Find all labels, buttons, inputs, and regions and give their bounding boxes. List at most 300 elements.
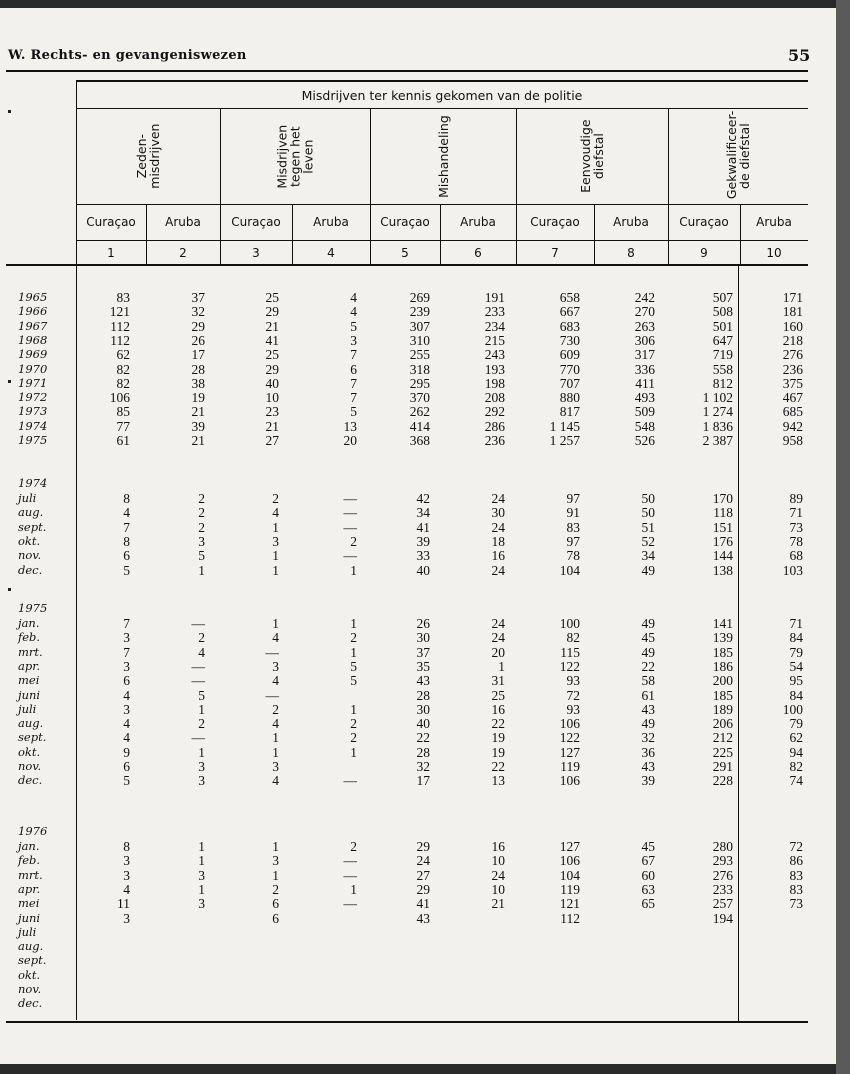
page-number: 55 bbox=[788, 46, 811, 65]
table-cell: 306 bbox=[634, 332, 655, 348]
table-cell: 191 bbox=[484, 290, 505, 305]
margin-mark bbox=[8, 110, 11, 113]
table-cell: 84 bbox=[789, 687, 803, 703]
table-cell: 186 bbox=[712, 658, 733, 674]
location-header: Curaçao bbox=[86, 215, 136, 229]
table-cell: 4 bbox=[272, 673, 279, 689]
table-cell: 1 bbox=[272, 562, 279, 578]
table-cell: 22 bbox=[416, 730, 430, 746]
table-cell: 19 bbox=[191, 390, 205, 406]
row-label: 1969 bbox=[18, 347, 48, 362]
table-cell: 2 bbox=[350, 839, 357, 854]
table-cell: 683 bbox=[559, 318, 580, 334]
table-cell: 5 bbox=[198, 687, 205, 703]
table-cell: 28 bbox=[416, 687, 430, 703]
table-cell: 60 bbox=[641, 867, 655, 883]
table-cell: 276 bbox=[782, 347, 803, 363]
table-cell: 51 bbox=[641, 519, 655, 535]
row-label: 1975 bbox=[18, 433, 48, 447]
table-cell: 467 bbox=[782, 390, 803, 406]
table-cell: 4 bbox=[272, 630, 279, 646]
row-label: mrt. bbox=[18, 644, 43, 659]
table-cell: 318 bbox=[409, 361, 430, 377]
table-cell: 242 bbox=[634, 290, 655, 305]
table-cell: 730 bbox=[559, 332, 580, 348]
table-cell: 106 bbox=[109, 390, 130, 406]
table-cell: 67 bbox=[641, 853, 655, 869]
table-cell: 21 bbox=[265, 418, 279, 434]
table-cell: 95 bbox=[789, 673, 803, 689]
table-cell: 3 bbox=[198, 896, 205, 912]
row-label: 1974 bbox=[18, 476, 48, 490]
row-label: 1968 bbox=[18, 332, 48, 347]
table-cell: 16 bbox=[491, 548, 505, 564]
table-cell: 42 bbox=[416, 491, 430, 506]
table-cell: 4 bbox=[272, 773, 279, 789]
table-cell: 16 bbox=[491, 701, 505, 717]
table-cell: 40 bbox=[265, 375, 279, 391]
table-cell: 255 bbox=[409, 347, 430, 363]
row-label: mei bbox=[18, 673, 40, 688]
table-cell: 32 bbox=[641, 730, 655, 746]
table-cell: 719 bbox=[712, 347, 733, 363]
row-label: nov. bbox=[18, 759, 42, 773]
table-cell: 82 bbox=[116, 375, 130, 391]
table-cell: 293 bbox=[712, 853, 733, 869]
table-cell: 286 bbox=[484, 418, 505, 434]
table-cell: 1 bbox=[198, 839, 205, 854]
table-cell: 8 bbox=[123, 839, 130, 854]
category-header-4 bbox=[516, 109, 668, 204]
table-cell: 49 bbox=[641, 562, 655, 578]
table-cell: 1 bbox=[272, 616, 279, 631]
row-label: jan. bbox=[18, 839, 40, 853]
top-rule bbox=[6, 70, 808, 72]
table-cell: 97 bbox=[566, 491, 580, 506]
location-header: Curaçao bbox=[231, 215, 281, 229]
table-cell: 29 bbox=[265, 304, 279, 320]
table-cell: 100 bbox=[559, 616, 580, 631]
table-cell: 37 bbox=[416, 644, 430, 660]
table-cell: 84 bbox=[789, 630, 803, 646]
margin-mark bbox=[8, 380, 11, 383]
row-label: feb. bbox=[18, 630, 41, 645]
table-cell: 2 bbox=[272, 491, 279, 506]
table-cell: 257 bbox=[712, 896, 733, 912]
table-cell: 206 bbox=[712, 716, 733, 732]
category-label: Zeden-misdrijven bbox=[133, 123, 162, 190]
table-cell: 6 bbox=[272, 910, 279, 926]
table-cell: 77 bbox=[116, 418, 130, 434]
table-cell: 263 bbox=[634, 318, 655, 334]
table-cell: 658 bbox=[559, 290, 580, 305]
table-cell: 122 bbox=[559, 730, 580, 746]
table-cell: 27 bbox=[416, 867, 430, 883]
table-cell: 30 bbox=[416, 630, 430, 646]
table-cell: 667 bbox=[559, 304, 580, 320]
table-cell: 10 bbox=[491, 853, 505, 869]
table-cell: 39 bbox=[191, 418, 205, 434]
column-number: 3 bbox=[252, 246, 260, 260]
table-cell: 19 bbox=[491, 744, 505, 760]
table-cell: 1 bbox=[198, 881, 205, 897]
category-header-1 bbox=[76, 109, 220, 204]
table-cell: 7 bbox=[123, 644, 130, 660]
table-cell: 233 bbox=[484, 304, 505, 320]
table-cell: 6 bbox=[123, 759, 130, 774]
table-cell: 45 bbox=[641, 630, 655, 646]
table-cell: 22 bbox=[491, 716, 505, 732]
table-cell: 72 bbox=[566, 687, 580, 703]
table-cell: 82 bbox=[566, 630, 580, 646]
table-cell: 262 bbox=[409, 404, 430, 420]
table-cell: 4 bbox=[123, 505, 130, 521]
table-cell: 7 bbox=[123, 519, 130, 535]
table-cell: 181 bbox=[782, 304, 803, 320]
category-header-5 bbox=[668, 109, 808, 204]
table-cell: 25 bbox=[265, 290, 279, 305]
table-cell: — bbox=[265, 687, 279, 703]
table-cell: 1 bbox=[272, 730, 279, 746]
table-cell: 106 bbox=[559, 773, 580, 789]
table-cell: 24 bbox=[491, 616, 505, 631]
row-label: dec. bbox=[18, 562, 43, 577]
table-cell: 2 bbox=[198, 505, 205, 521]
table-cell: 17 bbox=[416, 773, 430, 789]
table-cell: 17 bbox=[191, 347, 205, 363]
table-cell: 10 bbox=[491, 881, 505, 897]
table-cell: 770 bbox=[559, 361, 580, 377]
table-cell: 212 bbox=[712, 730, 733, 746]
table-cell: 493 bbox=[634, 390, 655, 406]
table-cell: 1 bbox=[350, 744, 357, 760]
table-cell: 45 bbox=[641, 839, 655, 854]
group-title: Misdrijven ter kennis gekomen van de politie bbox=[301, 88, 583, 103]
table-cell: 21 bbox=[191, 433, 205, 448]
table-cell: 1 bbox=[272, 548, 279, 564]
table-cell: 5 bbox=[198, 548, 205, 564]
table-cell: 317 bbox=[634, 347, 655, 363]
row-label: 1970 bbox=[18, 361, 48, 376]
header-top-rule bbox=[76, 80, 808, 82]
column-number: 2 bbox=[179, 246, 187, 260]
table-cell: 2 bbox=[198, 519, 205, 535]
table-cell: 6 bbox=[123, 548, 130, 564]
table-cell: 29 bbox=[416, 839, 430, 854]
table-cell: 83 bbox=[789, 867, 803, 883]
table-cell: 508 bbox=[712, 304, 733, 320]
page-edge bbox=[836, 0, 850, 1074]
table-cell: 7 bbox=[123, 616, 130, 631]
table-cell: 4 bbox=[123, 716, 130, 732]
table-cell: 4 bbox=[123, 730, 130, 746]
column-number: 5 bbox=[401, 246, 409, 260]
table-cell: 1 257 bbox=[549, 433, 580, 448]
category-label: Eenvoudige diefstal bbox=[577, 119, 606, 194]
table-cell: 2 bbox=[350, 630, 357, 646]
table-cell: — bbox=[343, 867, 357, 883]
row-label: 1973 bbox=[18, 404, 48, 419]
location-header: Aruba bbox=[165, 215, 201, 229]
table-cell: 5 bbox=[350, 318, 357, 334]
category-label: Mishandeling bbox=[435, 115, 451, 198]
row-label: sept. bbox=[18, 953, 47, 968]
table-cell: 68 bbox=[789, 548, 803, 564]
table-cell: 25 bbox=[491, 687, 505, 703]
table-cell: 32 bbox=[416, 759, 430, 774]
table-cell: 5 bbox=[123, 773, 130, 789]
row-label: 1974 bbox=[18, 418, 48, 433]
table-cell: 707 bbox=[559, 375, 580, 391]
column-number: 9 bbox=[700, 246, 708, 260]
bottom-rule bbox=[6, 1021, 808, 1023]
table-cell: 28 bbox=[191, 361, 205, 377]
row-label: 1972 bbox=[18, 390, 48, 405]
table-cell: 2 bbox=[198, 491, 205, 506]
table-cell: 269 bbox=[409, 290, 430, 305]
table-cell: 185 bbox=[712, 644, 733, 660]
table-cell: 5 bbox=[350, 404, 357, 420]
table-cell: 5 bbox=[123, 562, 130, 578]
row-label: okt. bbox=[18, 967, 41, 982]
table-cell: 3 bbox=[123, 910, 130, 926]
table-cell: 942 bbox=[782, 418, 803, 434]
category-header-2 bbox=[220, 109, 370, 204]
row-label: 1971 bbox=[18, 375, 48, 390]
table-cell: 36 bbox=[641, 744, 655, 760]
table-cell: 29 bbox=[416, 881, 430, 897]
table-cell: 28 bbox=[416, 744, 430, 760]
table-cell: 40 bbox=[416, 716, 430, 732]
table-cell: 958 bbox=[782, 433, 803, 448]
table-cell: 185 bbox=[712, 687, 733, 703]
table-cell: 72 bbox=[789, 839, 803, 854]
table-cell: 104 bbox=[559, 867, 580, 883]
table-cell: 43 bbox=[641, 701, 655, 717]
table-cell: 49 bbox=[641, 644, 655, 660]
row-label: 1966 bbox=[18, 304, 48, 319]
table-cell: 218 bbox=[782, 332, 803, 348]
table-cell: 7 bbox=[350, 390, 357, 406]
table-cell: 39 bbox=[641, 773, 655, 789]
table-cell: 215 bbox=[484, 332, 505, 348]
table-cell: 18 bbox=[491, 533, 505, 549]
table-cell: 127 bbox=[559, 744, 580, 760]
table-cell: 4 bbox=[272, 716, 279, 732]
table-cell: 1 bbox=[198, 744, 205, 760]
table-cell: 1 bbox=[198, 853, 205, 869]
table-cell: 3 bbox=[198, 533, 205, 549]
table-cell: 208 bbox=[484, 390, 505, 406]
row-label: juni bbox=[18, 687, 41, 702]
table-cell: 21 bbox=[265, 318, 279, 334]
table-cell: 24 bbox=[491, 867, 505, 883]
table-cell: 118 bbox=[713, 505, 733, 521]
table-cell: 112 bbox=[560, 910, 580, 926]
location-header: Aruba bbox=[460, 215, 496, 229]
table-cell: 24 bbox=[416, 853, 430, 869]
table-cell: 54 bbox=[789, 658, 803, 674]
table-cell: 3 bbox=[272, 759, 279, 774]
table-cell: 1 bbox=[272, 839, 279, 854]
table-cell: 2 387 bbox=[702, 433, 733, 448]
table-cell: 3 bbox=[198, 759, 205, 774]
table-cell: 40 bbox=[416, 562, 430, 578]
table-cell: 189 bbox=[712, 701, 733, 717]
row-label: aug. bbox=[18, 716, 44, 731]
running-head: W. Rechts- en gevangeniswezen bbox=[8, 48, 247, 63]
table-cell: 280 bbox=[712, 839, 733, 854]
table-cell: 34 bbox=[641, 548, 655, 564]
table-cell: 411 bbox=[635, 375, 655, 391]
table-cell: 41 bbox=[416, 896, 430, 912]
row-label: aug. bbox=[18, 505, 44, 520]
table-cell: 1 836 bbox=[702, 418, 733, 434]
table-cell: 24 bbox=[491, 562, 505, 578]
table-cell: 6 bbox=[123, 673, 130, 689]
table-cell: 4 bbox=[123, 881, 130, 897]
table-cell: 170 bbox=[712, 491, 733, 506]
table-cell: — bbox=[343, 853, 357, 869]
table-cell: 27 bbox=[265, 433, 279, 448]
table-cell: 23 bbox=[265, 404, 279, 420]
table-cell: 37 bbox=[191, 290, 205, 305]
table-cell: 609 bbox=[559, 347, 580, 363]
table-cell: 3 bbox=[123, 701, 130, 717]
table-cell: 19 bbox=[491, 730, 505, 746]
table-cell: 79 bbox=[789, 716, 803, 732]
row-label: apr. bbox=[18, 881, 41, 896]
table-cell: 139 bbox=[712, 630, 733, 646]
table-cell: 375 bbox=[782, 375, 803, 391]
table-cell: 501 bbox=[712, 318, 733, 334]
row-label: jan. bbox=[18, 616, 40, 630]
table-cell: 25 bbox=[265, 347, 279, 363]
table-cell: 62 bbox=[116, 347, 130, 363]
table-cell: 49 bbox=[641, 616, 655, 631]
table-cell: 176 bbox=[712, 533, 733, 549]
table-cell: 32 bbox=[191, 304, 205, 320]
row-label: feb. bbox=[18, 853, 41, 868]
table-cell: 5 bbox=[350, 658, 357, 674]
table-cell: 1 bbox=[198, 562, 205, 578]
table-cell: 100 bbox=[782, 701, 803, 717]
row-label: juli bbox=[18, 701, 37, 716]
table-cell: 236 bbox=[782, 361, 803, 377]
table-cell: 228 bbox=[712, 773, 733, 789]
table-cell: 26 bbox=[416, 616, 430, 631]
table-cell: 336 bbox=[634, 361, 655, 377]
row-label: juni bbox=[18, 910, 41, 925]
table-cell: 112 bbox=[110, 318, 130, 334]
table-cell: 1 bbox=[198, 701, 205, 717]
table-cell: 3 bbox=[123, 853, 130, 869]
aruba-divider bbox=[738, 266, 739, 1021]
table-cell: — bbox=[343, 491, 357, 506]
table-cell: 31 bbox=[491, 673, 505, 689]
table-cell: 79 bbox=[789, 644, 803, 660]
table-cell: 1 bbox=[272, 744, 279, 760]
table-cell: 43 bbox=[416, 673, 430, 689]
table-cell: 91 bbox=[566, 505, 580, 521]
location-header: Curaçao bbox=[380, 215, 430, 229]
table-cell: 30 bbox=[416, 701, 430, 717]
row-label: nov. bbox=[18, 548, 42, 563]
table-cell: 4 bbox=[198, 644, 205, 660]
table-cell: 295 bbox=[409, 375, 430, 391]
table-cell: 127 bbox=[559, 839, 580, 854]
table-cell: 1 bbox=[350, 701, 357, 717]
table-cell: 414 bbox=[409, 418, 430, 434]
table-cell: 1 bbox=[272, 867, 279, 883]
row-label: juli bbox=[18, 491, 37, 505]
category-header-3 bbox=[370, 109, 516, 204]
table-cell: 685 bbox=[782, 404, 803, 420]
table-cell: 16 bbox=[491, 839, 505, 854]
row-label: okt. bbox=[18, 744, 41, 759]
table-cell: 234 bbox=[484, 318, 505, 334]
table-cell: 243 bbox=[484, 347, 505, 363]
table-cell: 239 bbox=[409, 304, 430, 320]
row-label: mei bbox=[18, 896, 40, 911]
table-cell: 8 bbox=[123, 491, 130, 506]
column-number: 6 bbox=[474, 246, 482, 260]
table-cell: 880 bbox=[559, 390, 580, 406]
table-cell: 2 bbox=[198, 630, 205, 646]
table-cell: — bbox=[343, 773, 357, 789]
table-cell: 3 bbox=[198, 867, 205, 883]
row-label: dec. bbox=[18, 996, 43, 1011]
table-cell: 82 bbox=[116, 361, 130, 377]
table-cell: 233 bbox=[712, 881, 733, 897]
location-header: Aruba bbox=[313, 215, 349, 229]
table-cell: 20 bbox=[491, 644, 505, 660]
table-cell: — bbox=[265, 644, 279, 660]
table-cell: 1 bbox=[350, 644, 357, 660]
table-cell: 3 bbox=[123, 658, 130, 674]
table-cell: 6 bbox=[272, 896, 279, 912]
table-cell: 1 bbox=[272, 519, 279, 535]
table-cell: 2 bbox=[350, 716, 357, 732]
table-cell: 78 bbox=[566, 548, 580, 564]
table-cell: 106 bbox=[559, 716, 580, 732]
table-cell: 20 bbox=[343, 433, 357, 448]
table-cell: 61 bbox=[641, 687, 655, 703]
table-cell: — bbox=[191, 616, 205, 631]
table-cell: — bbox=[191, 658, 205, 674]
column-number: 1 bbox=[107, 246, 115, 260]
table-cell: — bbox=[343, 505, 357, 521]
table-cell: 3 bbox=[272, 533, 279, 549]
table-cell: 121 bbox=[109, 304, 130, 320]
table-cell: 26 bbox=[191, 332, 205, 348]
table-cell: 7 bbox=[350, 347, 357, 363]
row-label: okt. bbox=[18, 533, 41, 548]
table-cell: 29 bbox=[265, 361, 279, 377]
table-cell: 225 bbox=[712, 744, 733, 760]
table-cell: 2 bbox=[272, 881, 279, 897]
table-cell: — bbox=[343, 519, 357, 535]
table-cell: 160 bbox=[782, 318, 803, 334]
table-cell: 9 bbox=[123, 744, 130, 760]
table-cell: 200 bbox=[712, 673, 733, 689]
table-cell: 62 bbox=[789, 730, 803, 746]
table-cell: 1 bbox=[498, 658, 505, 674]
table-cell: 61 bbox=[116, 433, 130, 448]
table-cell: 22 bbox=[641, 658, 655, 674]
table-cell: 3 bbox=[123, 630, 130, 646]
table-cell: 21 bbox=[191, 404, 205, 420]
